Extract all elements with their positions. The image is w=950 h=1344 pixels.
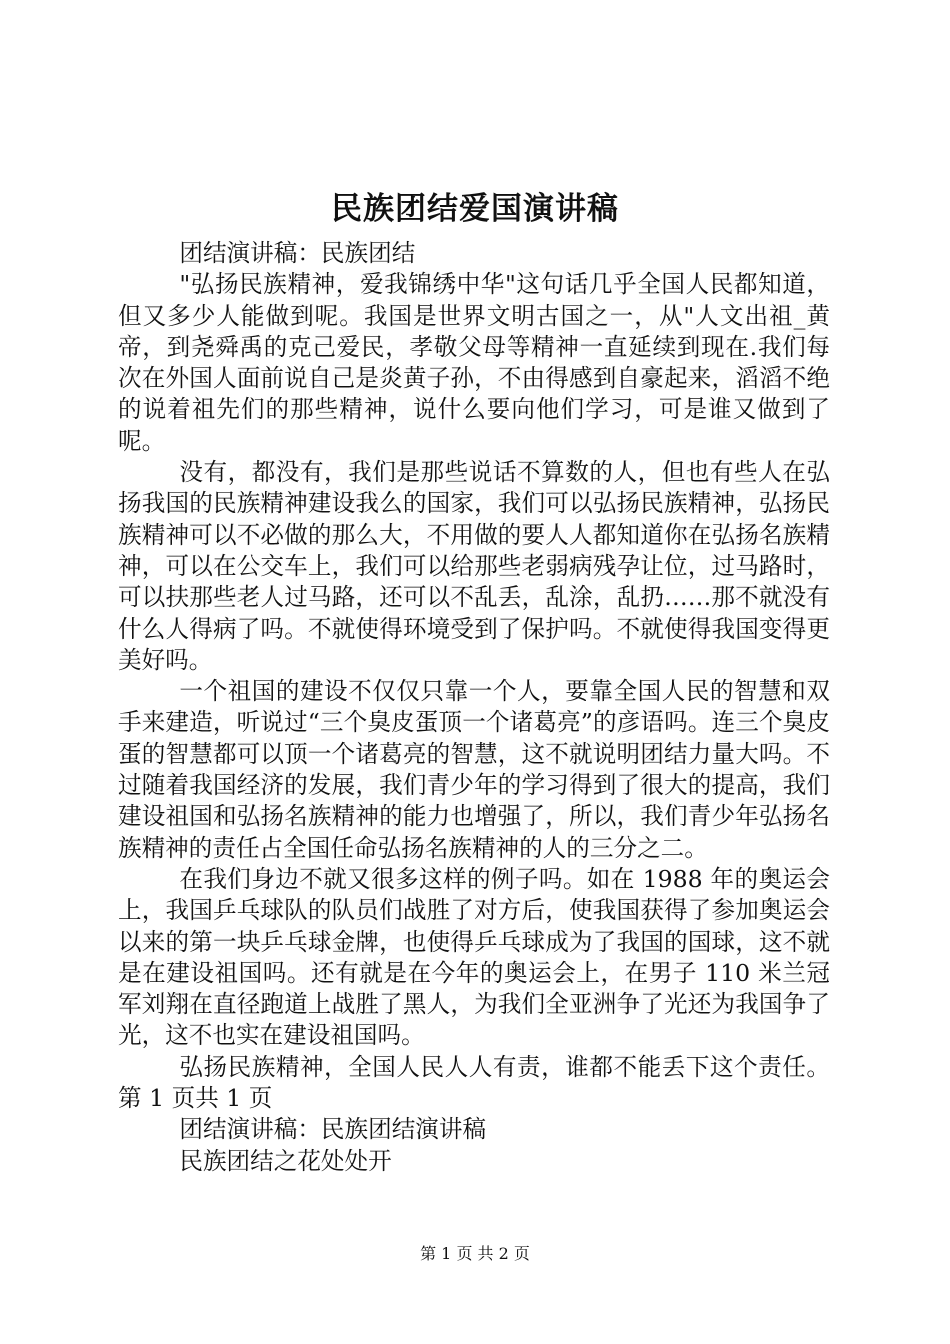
paragraph: 团结演讲稿：民族团结 [179, 239, 416, 267]
paragraph: 民族团结之花处处开 [179, 1146, 392, 1175]
paragraph: 弘扬民族精神，全国人民人人有责，谁都不能丢下这个责任。第 1 页共 1 页 [118, 1052, 830, 1113]
paragraph: "弘扬民族精神，爱我锦绣中华"这句话几乎全国人民都知道，但又多少人能做到呢。我国是世界文明古国之一，从"人文出祖_黄帝，到尧舜禹的克己爱民，孝敬父母等精神一直延续到现在.我们每次在外国人面前说自己是炎黄子孙，不由得感到自豪起来，滔滔不绝的说着祖先们的那些精神，说什么要向他们学习，可是谁又做到了呢。 [118, 270, 830, 455]
paragraph: 一个祖国的建设不仅仅只靠一个人，要靠全国人民的智慧和双手来建造，听说过“三个臭皮蛋顶一个诸葛亮”的彦语吗。连三个臭皮蛋的智慧都可以顶一个诸葛亮的智慧，这不就说明团结力量大吗。不过随着我国经济的发展，我们青少年的学习得到了很大的提高，我们建设祖国和弘扬名族精神的能力也增强了，所以，我们青少年弘扬名族精神的责任占全国任命弘扬名族精神的人的三分之二。 [118, 677, 830, 862]
paragraph: 没有，都没有，我们是那些说话不算数的人，但也有些人在弘扬我国的民族精神建设我么的国家，我们可以弘扬民族精神，弘扬民族精神可以不必做的那么大，不用做的要人人都知道你在弘扬名族精神，可以在公交车上，我们可以给那些老弱病残孕让位，过马路时，可以扶那些老人过马路，还可以不乱丢，乱涂，乱扔……那不就没有什么人得病了吗。不就使得环境受到了保护吗。不就使得我国变得更美好吗。 [118, 458, 830, 674]
document-body [118, 238, 830, 1177]
page-footer: 第 1 页 共 2 页 [420, 1244, 530, 1263]
paragraph: 团结演讲稿：民族团结演讲稿 [179, 1115, 487, 1144]
document-title: 民族团结爱国演讲稿 [331, 191, 619, 227]
paragraph: 在我们身边不就又很多这样的例子吗。如在 1988 年的奥运会上，我国乒乓球队的队员们战胜了对方后，使我国获得了参加奥运会以来的第一块乒乓球金牌，也使得乒乓球成为了我国的国球，这不就是在建设祖国吗。还有就是在今年的奥运会上，在男子 110 米兰冠军刘翔在直径跑道上战胜了黑人，为我们全亚洲争了光还为我国争了光，这不也实在建设祖国吗。 [118, 864, 830, 1050]
